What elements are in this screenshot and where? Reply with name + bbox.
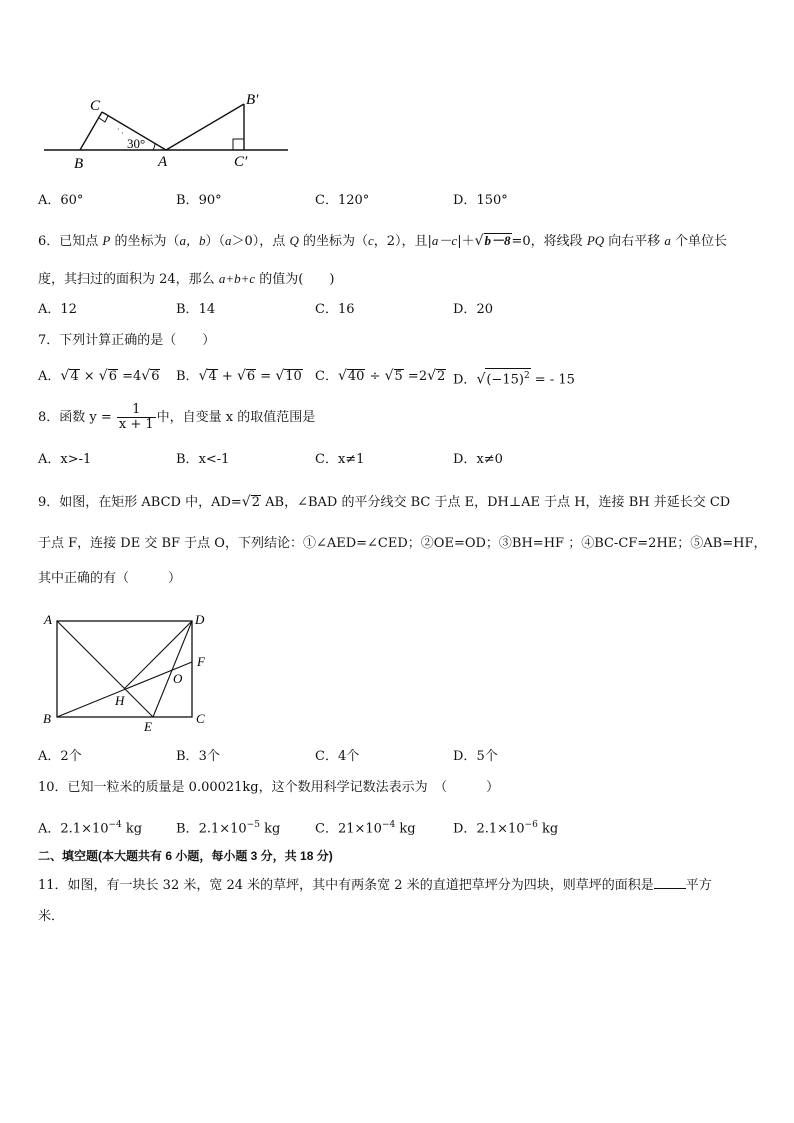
q9-option-d: D．5个: [453, 749, 498, 764]
fig2-label-a: A: [44, 612, 52, 627]
q6-option-c: C．16: [315, 302, 355, 317]
q7-option-c: C．√40 ÷ √5 =2√2: [315, 368, 446, 384]
q10-option-d: D．$2.1\times 10^{-6}$ kg: [453, 820, 559, 837]
q5-option-a: A．60°: [38, 193, 84, 208]
q6-option-a: A．12: [38, 302, 77, 317]
q11-answer-blank[interactable]: [654, 876, 686, 889]
fig2-label-d: D: [195, 612, 205, 627]
q7-option-b: B．√4 + √6 = √10: [176, 368, 302, 384]
q6-stem-line1: 6．已知点 P 的坐标为（a，b）（a＞0），点 Q 的坐标为（c，2），且|a－c|＋√b－8=0，将线段 PQ 向右平移 a 个单位长: [38, 233, 728, 249]
q9-option-c: C．4个: [315, 749, 360, 764]
q5-option-b: B．90°: [176, 193, 222, 208]
q6-option-b: B．14: [176, 302, 216, 317]
svg-text:·: ·: [121, 129, 124, 138]
q6-option-d: D．20: [453, 302, 493, 317]
figure-angle-rotation: [40, 86, 300, 172]
q5-option-d: D．150°: [453, 193, 508, 208]
fig1-label-cprime: C′: [234, 154, 248, 170]
section-heading-fill-in: 二、填空题(本大题共有 6 小题，每小题 3 分，共 18 分): [38, 849, 333, 863]
q8-option-a: A．x>-1: [38, 452, 92, 467]
fig1-label-c: C: [90, 98, 101, 114]
q7-option-d: D．$√(-15)^2$ = - 15: [453, 368, 575, 388]
q9-stem-line1: 9．如图，在矩形 ABCD 中，AD=√2 AB，∠BAD 的平分线交 BC 于点 E，DH⊥AE 于点 H，连接 BH 并延长交 CD: [38, 494, 731, 510]
fig1-label-angle: 30°: [127, 136, 146, 151]
fig2-label-f: F: [197, 654, 205, 669]
q11-stem-line2: 米．: [38, 909, 65, 924]
fig1-label-bprime: B′: [246, 92, 259, 108]
figure-rectangle-abcd: [40, 610, 220, 736]
q5-option-c: C．120°: [315, 193, 370, 208]
q7-stem: 7．下列计算正确的是（ ）: [38, 333, 216, 348]
q8-option-b: B．x<-1: [176, 452, 230, 467]
q11-stem-line1: 11．如图，有一块长 32 米，宽 24 米的草坪，其中有两条宽 2 米的直道把草坪分为四块，则草坪的面积是 平方: [38, 878, 712, 893]
q8-fraction: $\frac{1}{x + 1}$: [118, 402, 154, 432]
q10-option-c: C．$21\times 10^{-4}$ kg: [315, 820, 416, 837]
fig2-label-b: B: [43, 711, 51, 726]
q10-option-b: B．$2.1\times 10^{-5}$ kg: [176, 820, 281, 837]
q10-stem: 10．已知一粒米的质量是 0.00021kg，这个数用科学记数法表示为 （ ）: [38, 780, 500, 795]
q8-stem: 8．函数 y = $\frac{1}{x + 1}$ 中，自变量 x 的取值范围是: [38, 402, 316, 432]
fig2-label-c: C: [196, 711, 205, 726]
fig1-label-b: B: [74, 156, 84, 172]
fig2-label-h: H: [115, 693, 125, 708]
fig2-label-e: E: [144, 719, 152, 734]
fig2-label-o: O: [173, 671, 183, 686]
q10-option-a: A．$2.1\times 10^{-4}$ kg: [38, 820, 143, 837]
q9-stem-line2: 于点 F，连接 DE 交 BF 于点 O，下列结论：①∠AED=∠CED；②OE=OD；③BH=HF ；④BC-CF=2HE；⑤AB=HF，: [38, 536, 767, 551]
q8-option-d: D．x≠0: [453, 452, 503, 467]
q8-option-c: C．x≠1: [315, 452, 365, 467]
fig1-label-a: A: [158, 154, 168, 170]
q9-option-b: B．3个: [176, 749, 220, 764]
q9-stem-line3: 其中正确的有（ ）: [38, 571, 182, 586]
q6-stem-line2: 度，其扫过的面积为 24，那么 a+b+c 的值为( ): [38, 271, 335, 287]
q7-option-a: A．√4 × √6 =4√6: [38, 368, 160, 384]
q9-option-a: A．2个: [38, 749, 82, 764]
svg-text:·: ·: [117, 125, 120, 134]
